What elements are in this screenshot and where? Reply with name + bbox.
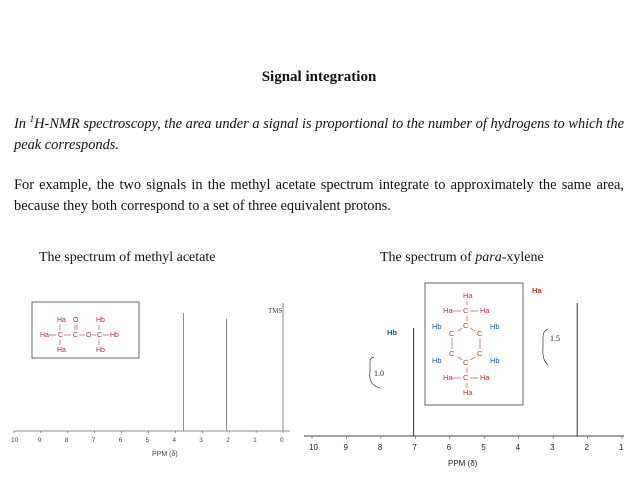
xy-hb-4: Hb bbox=[490, 356, 500, 365]
x-tick-label: 4 bbox=[515, 443, 521, 452]
xy-h-top-l: Ha bbox=[443, 306, 453, 315]
x-tick-label: 5 bbox=[145, 437, 150, 444]
x-tick-label: 1 bbox=[253, 437, 257, 444]
mol-h-left: Ha bbox=[40, 332, 49, 339]
mol-c2: C bbox=[73, 332, 79, 339]
x-tick-label: 0 bbox=[280, 437, 284, 444]
mol-o-top: O bbox=[73, 317, 79, 324]
mol-o2: O bbox=[86, 332, 92, 339]
x-tick-label: 10 bbox=[309, 443, 318, 452]
x-tick-label: 6 bbox=[118, 437, 123, 444]
p1-superscript: 1 bbox=[29, 114, 35, 124]
xy-h-bot: Ha bbox=[463, 388, 473, 397]
xy-ring-c2: C bbox=[449, 329, 455, 338]
xy-c-top: C bbox=[463, 306, 469, 315]
xy-ring-c6: C bbox=[463, 358, 469, 367]
integral-curve-a bbox=[543, 329, 548, 365]
x-tick-label: 9 bbox=[343, 443, 348, 452]
left-x-label: PPM (δ) bbox=[152, 451, 178, 458]
p1-text: H-NMR spectroscopy, the area under a signal is proportional to the number of hydrogens to which the peak corresponds. bbox=[14, 116, 624, 153]
caption-methyl-acetate: The spectrum of methyl acetate bbox=[39, 250, 216, 265]
x-tick-label: 7 bbox=[412, 443, 417, 452]
x-tick-label: 3 bbox=[199, 437, 203, 444]
x-tick-label: 9 bbox=[37, 437, 42, 444]
x-tick-label: 8 bbox=[64, 437, 69, 444]
xy-h-bot-r: Ha bbox=[480, 373, 490, 382]
xy-ring-c1: C bbox=[463, 321, 469, 330]
page-title: Signal integration bbox=[261, 69, 377, 85]
x-tick-label: 5 bbox=[481, 443, 486, 452]
x-tick-label: 10 bbox=[11, 437, 19, 444]
xy-h-bot-l: Ha bbox=[443, 373, 453, 382]
xylene-structure-box bbox=[425, 283, 523, 405]
x-tick-label: 7 bbox=[91, 437, 96, 444]
x-tick-label: 1 bbox=[619, 443, 624, 452]
cap2-suffix: -xylene bbox=[501, 250, 544, 265]
mol-h-right: Hb bbox=[110, 332, 119, 339]
x-tick-label: 6 bbox=[446, 443, 452, 452]
integral-value-b: 1.0 bbox=[374, 369, 384, 378]
xy-c-bot: C bbox=[463, 373, 469, 382]
x-tick-label: 2 bbox=[584, 443, 590, 452]
cap2-italic: para bbox=[475, 250, 502, 265]
xy-hb-3: Hb bbox=[432, 356, 442, 365]
xy-hb-2: Hb bbox=[490, 322, 500, 331]
right-peak-label-hb: Hb bbox=[387, 328, 397, 337]
right-peak-label-ha: Ha bbox=[532, 286, 542, 295]
right-ticks bbox=[309, 436, 624, 452]
para-xylene-structure bbox=[425, 283, 523, 405]
cap2-prefix: The spectrum of bbox=[380, 250, 476, 265]
xy-ring-c3: C bbox=[477, 329, 483, 338]
integral-value-a: 1.5 bbox=[550, 334, 560, 343]
p1-prefix: In bbox=[14, 116, 30, 132]
x-tick-label: 3 bbox=[550, 443, 555, 452]
xy-ring-c5: C bbox=[477, 349, 483, 358]
paragraph-example: For example, the two signals in the methyl acetate spectrum integrate to approximately the same area, because they both correspond to a set of three equivalent protons. bbox=[14, 177, 624, 214]
xy-h-top: Ha bbox=[463, 291, 473, 300]
mol-h-top1: Ha bbox=[57, 317, 66, 324]
mol-h-top2: Hb bbox=[96, 317, 105, 324]
mol-c3: C bbox=[97, 332, 103, 339]
x-tick-label: 8 bbox=[377, 443, 383, 452]
xy-h-top-r: Ha bbox=[480, 306, 490, 315]
mol-c1: C bbox=[58, 332, 64, 339]
x-tick-label: 4 bbox=[172, 437, 177, 444]
xy-ring-c4: C bbox=[449, 349, 455, 358]
left-peak-label-tms: TMS bbox=[268, 307, 283, 315]
xy-hb-1: Hb bbox=[432, 322, 442, 331]
x-tick-label: 2 bbox=[226, 437, 230, 444]
mol-h-bot1: Ha bbox=[57, 347, 66, 354]
mol-h-bot2: Hb bbox=[96, 347, 105, 354]
right-x-label: PPM (δ) bbox=[448, 459, 478, 468]
